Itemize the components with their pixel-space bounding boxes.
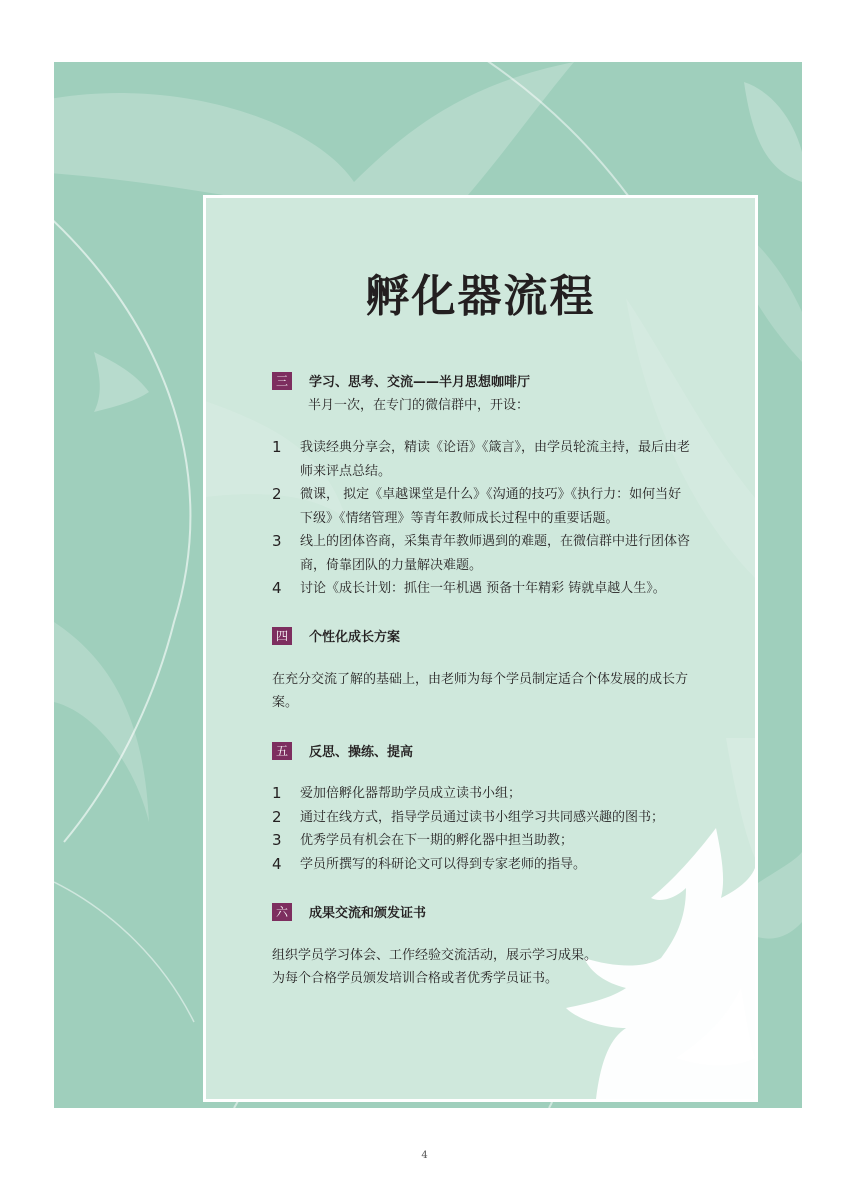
list-item: [272, 577, 692, 601]
page-number: 4: [421, 1150, 428, 1161]
card-content: [206, 198, 755, 1099]
item-number: 3: [272, 831, 282, 849]
item-number: 1: [272, 784, 282, 802]
item-number: 4: [272, 854, 282, 873]
paragraph-line: 组织学员学习体会、工作经验交流活动，展示学习成果。: [272, 948, 598, 963]
section-header-6: [272, 902, 426, 921]
item-text: 线上的团体咨商，采集青年教师遇到的难题，在微信群中进行团体咨商，倚靠团队的力量解决难题。: [300, 534, 691, 573]
section-heading: 学习、思考、交流——半月思想咖啡厅: [309, 375, 531, 390]
section-header-4: [272, 626, 400, 645]
section-paragraph: [272, 944, 712, 990]
list-item: [272, 829, 712, 853]
section-heading: 个性化成长方案: [309, 630, 401, 645]
item-text: 爱加倍孵化器帮助学员成立读书小组；: [300, 786, 522, 801]
section-badge: 四: [272, 627, 292, 645]
section-list-3: [272, 436, 692, 601]
section-badge: 六: [272, 903, 292, 921]
item-number: 2: [272, 807, 282, 826]
section-header-5: [272, 741, 413, 760]
item-text: 微课， 拟定《卓越课堂是什么》《沟通的技巧》《执行力：如何当好下级》《情绪管理》等青年教师成长过程中的重要话题。: [300, 487, 682, 526]
section-heading: 反思、操练、提高: [309, 745, 414, 760]
list-item: [272, 483, 692, 530]
section-intro: 半月一次，在专门的微信群中，开设：: [308, 398, 530, 413]
item-text: 学员所撰写的科研论文可以得到专家老师的指导。: [300, 856, 587, 872]
item-number: 1: [272, 438, 282, 456]
section-badge: 三: [272, 372, 292, 390]
item-number: 2: [272, 485, 282, 503]
list-item: [272, 436, 692, 483]
page-title: 孵化器流程: [365, 271, 596, 322]
item-text: 通过在线方式，指导学员通过读书小组学习共同感兴趣的图书；: [300, 809, 665, 825]
list-item: [272, 530, 692, 577]
list-item: [272, 806, 712, 830]
item-number: 3: [272, 532, 282, 550]
item-number: 4: [272, 579, 282, 597]
item-text: 优秀学员有机会在下一期的孵化器中担当助教；: [300, 833, 574, 848]
content-card: [203, 195, 758, 1102]
section-paragraph: 在充分交流了解的基础上，由老师为每个学员制定适合个体发展的成长方案。: [272, 672, 689, 710]
section-heading: 成果交流和颁发证书: [309, 906, 427, 921]
section-list-5: [272, 782, 712, 876]
item-text: 讨论《成长计划：抓住一年机遇 预备十年精彩 铸就卓越人生》。: [300, 581, 666, 596]
paragraph-line: 为每个合格学员颁发培训合格或者优秀学员证书。: [272, 971, 559, 986]
list-item: [272, 853, 712, 877]
background-panel: [54, 62, 802, 1108]
section-header-3: [272, 371, 530, 390]
section-badge: 五: [272, 742, 292, 760]
item-text: 我读经典分享会，精读《论语》《箴言》，由学员轮流主持，最后由老师来评点总结。: [300, 440, 691, 479]
list-item: [272, 782, 712, 806]
